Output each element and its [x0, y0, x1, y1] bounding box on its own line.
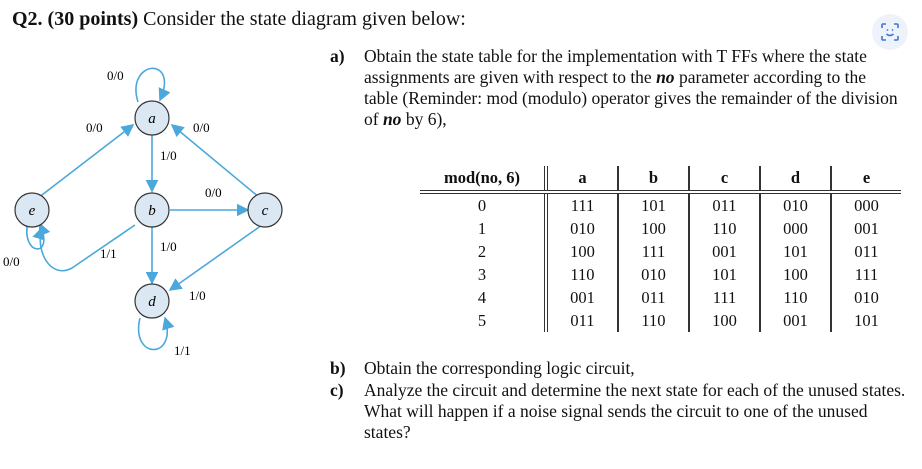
- edge-label-e-a: 0/0: [86, 120, 103, 135]
- state-assignment-table: [420, 166, 901, 332]
- table-cell: 101: [618, 192, 689, 217]
- table-cell: 111: [618, 240, 689, 263]
- table-cell: 000: [760, 217, 831, 240]
- table-row: [420, 192, 901, 217]
- table-cell: 111: [546, 192, 618, 217]
- table-cell: 101: [689, 263, 760, 286]
- edge-label-d-d: 1/1: [174, 343, 191, 358]
- table-cell: 010: [760, 192, 831, 217]
- table-cell: 0: [477, 195, 487, 215]
- table-cell: 2: [477, 241, 487, 261]
- part-a-text: Obtain the state table for the implementation with T FFs where the state assignments are given with respect to the no parameter according to the table (Reminder: mod (modulo) operator gives the remainder of the division of no by 6),: [364, 46, 898, 129]
- table-cell: 110: [760, 286, 831, 309]
- table-row: [420, 286, 901, 309]
- node-label-a: a: [148, 111, 156, 127]
- node-label-c: c: [261, 203, 269, 219]
- edge-a-a: [136, 68, 164, 102]
- part-b-text: Obtain the corresponding logic circuit,: [364, 358, 635, 378]
- table-cell: 111: [689, 286, 760, 309]
- question-prompt: Consider the state diagram given below:: [143, 8, 466, 30]
- table-cell: 100: [546, 240, 618, 263]
- table-cell: 101: [760, 240, 831, 263]
- node-label-e: e: [28, 203, 36, 219]
- table-row: [420, 240, 901, 263]
- table-cell: 011: [546, 309, 618, 332]
- table-header-mod: mod(no, 6): [420, 166, 546, 192]
- table-header-a: a: [546, 166, 618, 192]
- table-cell: 3: [477, 264, 487, 284]
- table-cell: 001: [831, 217, 901, 240]
- scan-text-icon: [880, 22, 900, 42]
- edge-label-b-d: 1/0: [160, 239, 177, 254]
- table-row: [420, 263, 901, 286]
- question-title: [12, 8, 466, 31]
- edge-c-d: [170, 225, 262, 290]
- table-row: [420, 217, 901, 240]
- edge-label-e-e: 0/0: [3, 254, 20, 269]
- state-diagram: [0, 40, 320, 370]
- table-cell: 5: [477, 310, 487, 330]
- table-header-c: c: [689, 166, 760, 192]
- question-number: Q2. (30 points): [12, 8, 139, 30]
- table-cell: 100: [689, 309, 760, 332]
- part-b-letter: b): [330, 358, 346, 378]
- part-c-text: Analyze the circuit and determine the next state for each of the unused states. What will happen if a noise signal sends the circuit to one of the unused states?: [364, 380, 906, 442]
- table-cell: 110: [618, 309, 689, 332]
- table-cell: 001: [546, 286, 618, 309]
- scan-text-button[interactable]: [872, 14, 908, 50]
- edge-d-d: [139, 318, 168, 350]
- part-a: [330, 46, 900, 130]
- part-c: [330, 380, 910, 443]
- edge-b-e: [40, 225, 135, 271]
- table-cell: 100: [618, 217, 689, 240]
- parts-b-c: [330, 358, 910, 444]
- part-a-letter: a): [330, 46, 345, 66]
- table-cell: 101: [831, 309, 901, 332]
- part-b: [330, 358, 910, 379]
- table-cell: 001: [689, 240, 760, 263]
- table-cell: 110: [689, 217, 760, 240]
- table-header-d: d: [760, 166, 831, 192]
- table-cell: 111: [831, 263, 901, 286]
- table-cell: 011: [618, 286, 689, 309]
- table-cell: 010: [618, 263, 689, 286]
- table-row: [420, 309, 901, 332]
- table-cell: 1: [477, 218, 487, 238]
- edge-e-a: [38, 125, 133, 198]
- table-cell: 010: [546, 217, 618, 240]
- edge-label-c-a: 0/0: [193, 120, 210, 135]
- table-cell: 011: [689, 192, 760, 217]
- table-cell: 000: [831, 192, 901, 217]
- table-cell: 100: [760, 263, 831, 286]
- table-cell: 110: [546, 263, 618, 286]
- table-header-e: e: [831, 166, 901, 192]
- table-header-b: b: [618, 166, 689, 192]
- table-header-row: [420, 166, 901, 192]
- node-label-d: d: [148, 294, 156, 310]
- edge-label-b-e: 1/1: [100, 246, 117, 261]
- edge-label-c-d: 1/0: [189, 288, 206, 303]
- table-cell: 4: [477, 287, 487, 307]
- part-c-letter: c): [330, 380, 344, 400]
- table-cell: 010: [831, 286, 901, 309]
- table-cell: 011: [831, 240, 901, 263]
- edge-label-b-c: 0/0: [205, 185, 222, 200]
- node-label-b: b: [148, 203, 156, 219]
- edge-label-a-b: 1/0: [160, 148, 177, 163]
- table-cell: 001: [760, 309, 831, 332]
- edge-label-a-a: 0/0: [107, 68, 124, 83]
